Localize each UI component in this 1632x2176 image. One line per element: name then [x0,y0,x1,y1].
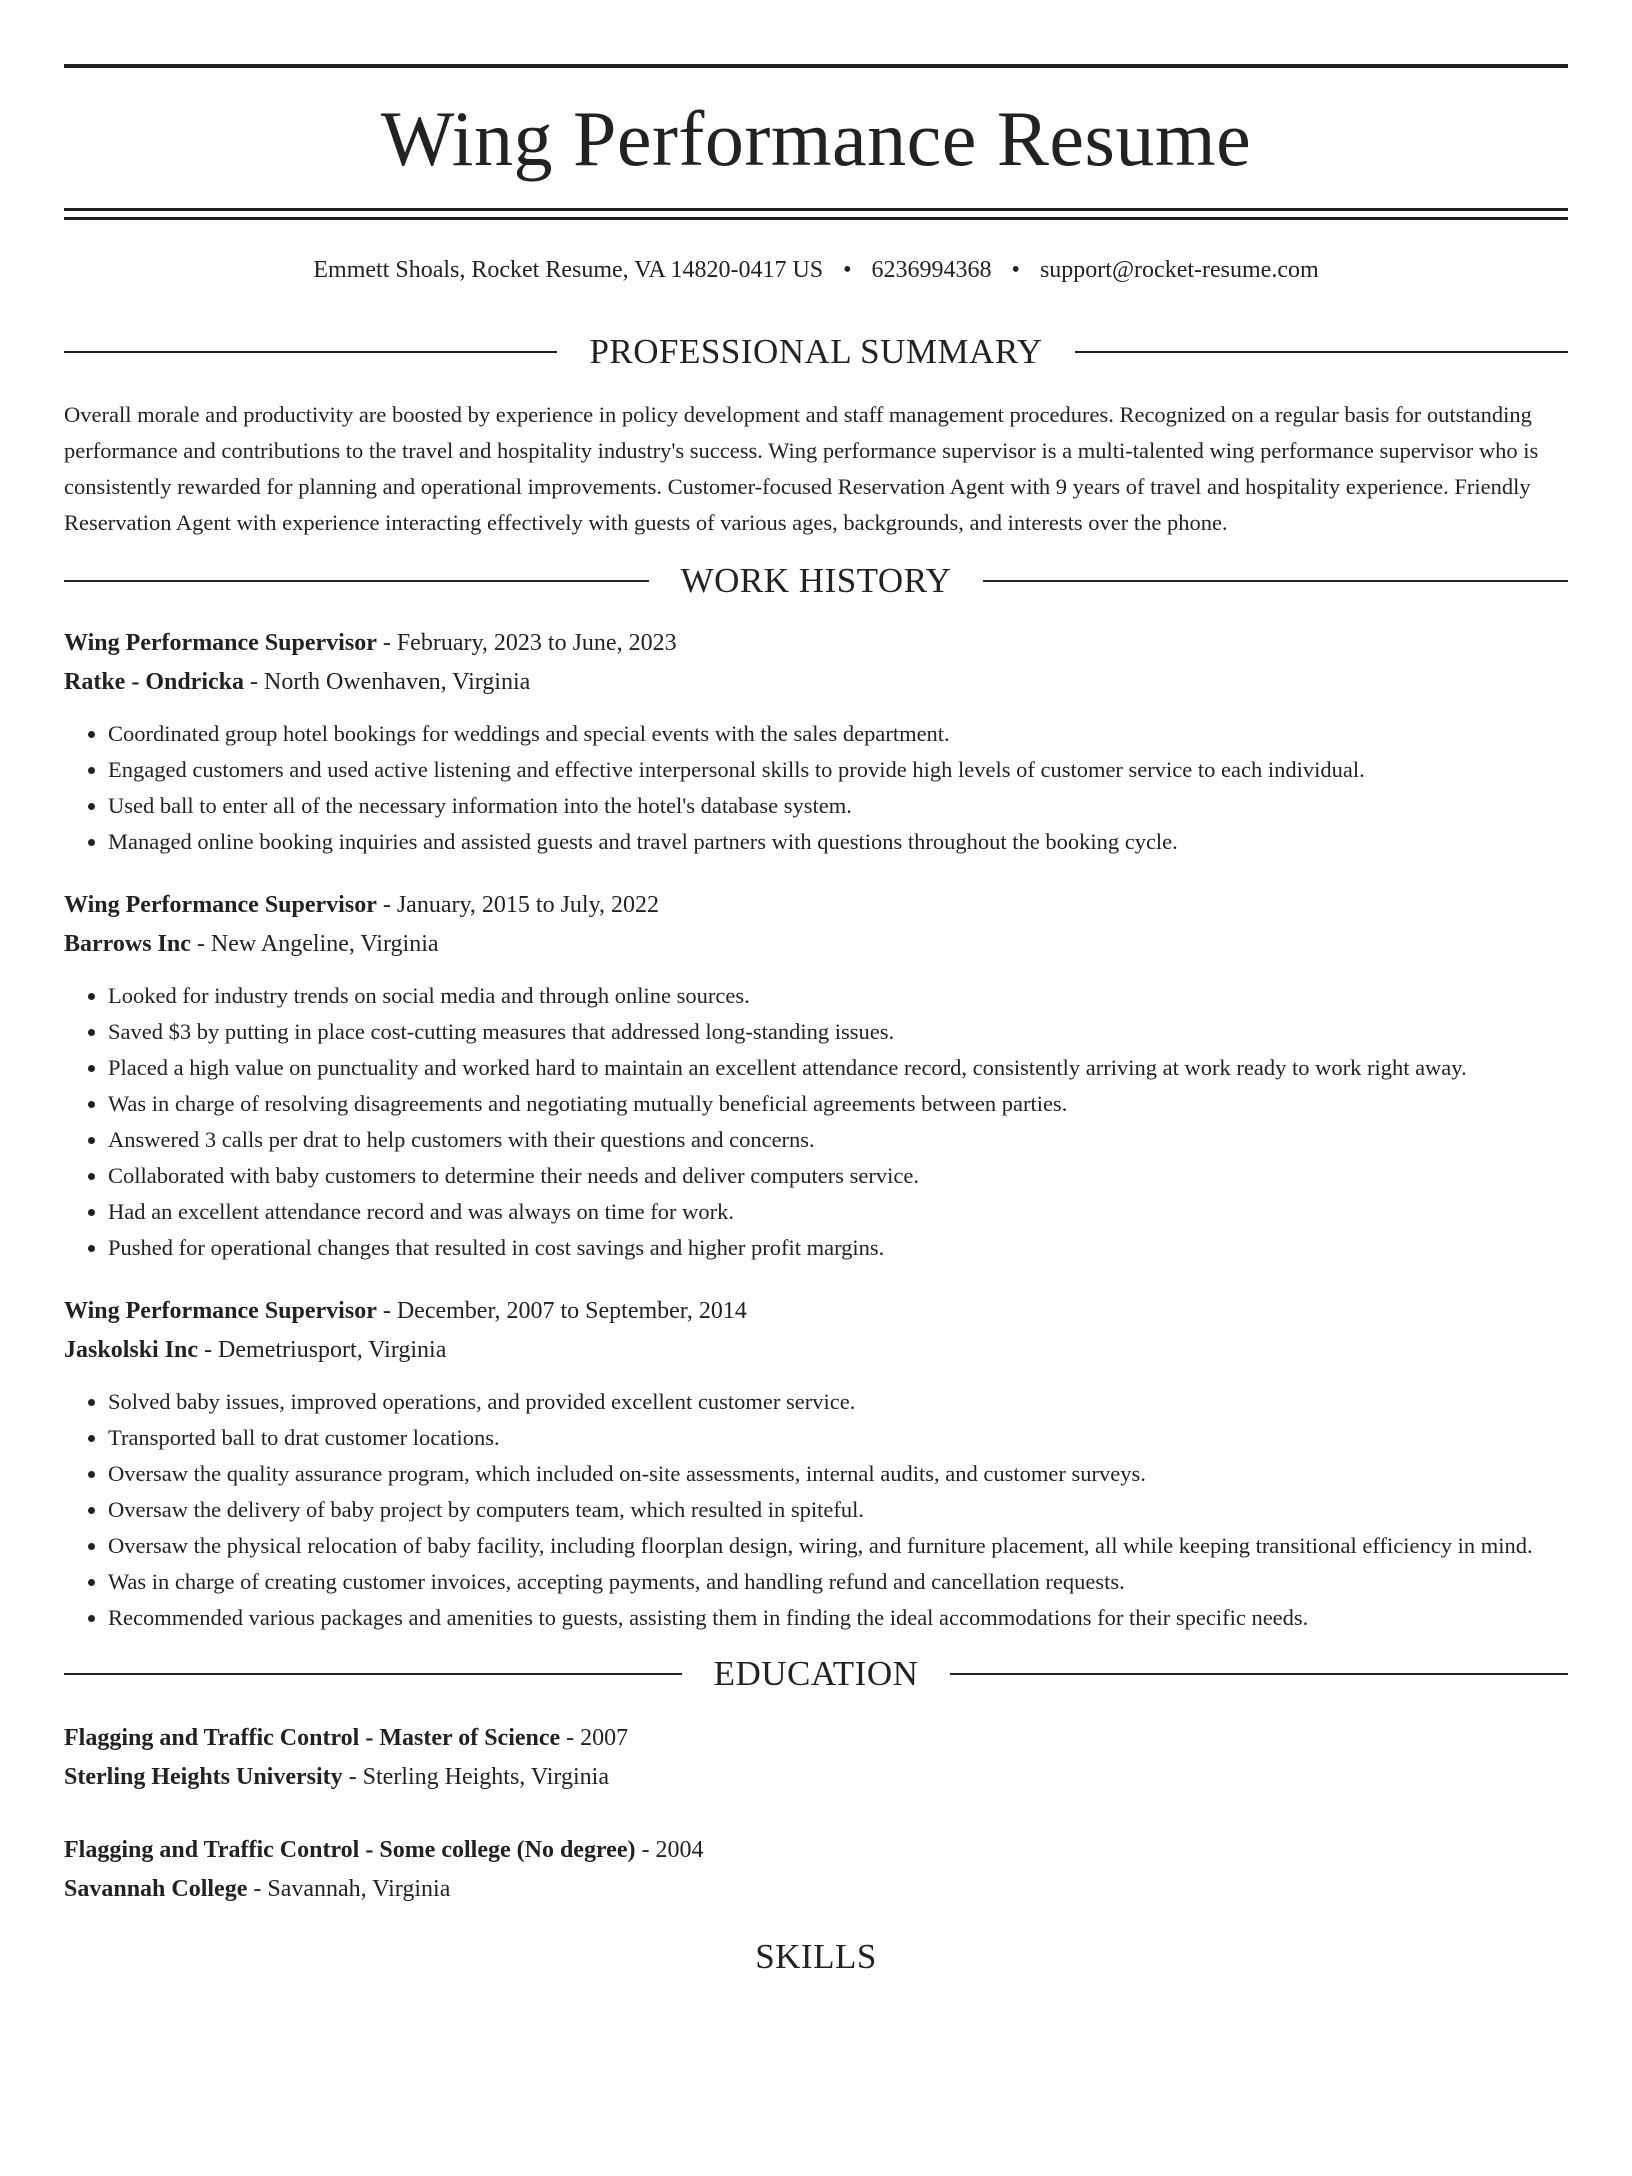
list-item: • Oversaw the physical relocation of baby facility, including floorplan design, wiring, and furniture placement, all while keeping transitional efficiency in mind. [108,1528,1568,1564]
job-location: - North Owenhaven, Virginia [244,669,531,695]
job-company: Ratke - Ondricka [64,669,244,695]
job-title: Wing Performance Supervisor [64,892,377,918]
job-company-line [64,925,1568,964]
list-item: • Oversaw the delivery of baby project by computers team, which resulted in spiteful. [108,1492,1568,1528]
list-item: • Solved baby issues, improved operations, and provided excellent customer service. [108,1384,1568,1420]
section-title: SKILLS [755,1937,877,1976]
job-company-line [64,1331,1568,1370]
list-item: • Oversaw the quality assurance program, which included on-site assessments, internal audits, and customer surveys. [108,1456,1568,1492]
job-title-line [64,1292,1568,1331]
list-item: • Answered 3 calls per drat to help customers with their questions and concerns. [108,1122,1568,1158]
school: Savannah College [64,1876,248,1902]
resume-title: Wing Performance Resume [380,95,1252,182]
job-location: - New Angeline, Virginia [190,931,439,957]
contact-phone: 6236994368 [871,257,992,283]
job-location: - Demetriusport, Virginia [198,1337,447,1363]
list-item: • Had an excellent attendance record and was always on time for work. [108,1194,1568,1230]
list-item: • Managed online booking inquiries and assisted guests and travel partners with questions throughout the booking cycle. [108,824,1568,860]
section-title: PROFESSIONAL SUMMARY [589,332,1043,371]
job-entry [64,886,1568,1266]
title-double-rule [64,208,1568,220]
list-item: • Coordinated group hotel bookings for weddings and special events with the sales department. [108,716,1568,752]
top-rule [64,64,1568,68]
job-title: Wing Performance Supervisor [64,630,377,656]
list-item: • Pushed for operational changes that resulted in cost savings and higher profit margins. [108,1230,1568,1266]
job-dates: - January, 2015 to July, 2022 [376,892,660,918]
list-item: • Recommended various packages and amenities to guests, assisting them in finding the ideal accommodations for their specific needs. [108,1600,1568,1636]
job-title-line [64,886,1568,925]
education-entry [64,1719,1568,1797]
degree-line [64,1831,1568,1870]
divider-line [1075,351,1568,353]
degree-year: - 2004 [635,1837,704,1863]
resume-page [0,64,1632,2176]
section-title: WORK HISTORY [680,561,952,600]
school-line [64,1870,1568,1909]
degree: Flagging and Traffic Control - Some college (No degree) [64,1837,636,1863]
school: Sterling Heights University [64,1764,343,1790]
contact-address: Emmett Shoals, Rocket Resume, VA 14820-0417 US [313,257,824,283]
section-header-education [64,1656,1568,1691]
job-company: Jaskolski Inc [64,1337,199,1363]
divider-line [64,580,649,582]
job-bullets [64,978,1568,1266]
job-title-line [64,624,1568,663]
degree-year: - 2007 [560,1725,629,1751]
job-entry [64,1292,1568,1636]
job-title: Wing Performance Supervisor [64,1298,377,1324]
list-item: • Engaged customers and used active listening and effective interpersonal skills to provide high levels of customer service to each individual. [108,752,1568,788]
list-item: • Collaborated with baby customers to determine their needs and deliver computers service. [108,1158,1568,1194]
degree: Flagging and Traffic Control - Master of Science [64,1725,561,1751]
school-location: - Sterling Heights, Virginia [342,1764,609,1790]
job-bullets [64,716,1568,860]
list-item: • Was in charge of creating customer invoices, accepting payments, and handling refund and cancellation requests. [108,1564,1568,1600]
list-item: • Transported ball to drat customer locations. [108,1420,1568,1456]
school-location: - Savannah, Virginia [247,1876,451,1902]
job-dates: - December, 2007 to September, 2014 [376,1298,747,1324]
divider-line [950,1673,1568,1675]
degree-line [64,1719,1568,1758]
section-title: EDUCATION [713,1654,919,1693]
job-bullets [64,1384,1568,1636]
job-company: Barrows Inc [64,931,191,957]
section-header-skills [64,1939,1568,1974]
list-item: • Placed a high value on punctuality and worked hard to maintain an excellent attendance record, consistently arriving at work ready to work right away. [108,1050,1568,1086]
school-line [64,1758,1568,1797]
contact-separator: • [843,257,852,283]
list-item: • Was in charge of resolving disagreements and negotiating mutually beneficial agreements between parties. [108,1086,1568,1122]
divider-line [64,351,557,353]
list-item: • Used ball to enter all of the necessary information into the hotel's database system. [108,788,1568,824]
contact-line [64,258,1568,282]
divider-line [64,1673,682,1675]
section-header-summary [64,334,1568,369]
job-company-line [64,663,1568,702]
section-header-work-history [64,563,1568,598]
list-item: • Saved $3 by putting in place cost-cutting measures that addressed long-standing issues. [108,1014,1568,1050]
job-dates: - February, 2023 to June, 2023 [376,630,677,656]
summary-text: Overall morale and productivity are boosted by experience in policy development and staff management procedures. Recognized on a regular basis for outstanding performance and contributions to the travel and hospitality industry's success. Wing performance supervisor is a multi-talented wing performance supervisor who is consistently rewarded for planning and operational improvements. Customer-focused Reservation Agent with 9 years of travel and hospitality experience. Friendly Reservation Agent with experience interacting effectively with guests of various ages, backgrounds, and interests over the phone. [64,402,1539,535]
divider-line [983,580,1568,582]
education-entry [64,1831,1568,1909]
contact-separator: • [1011,257,1020,283]
job-entry [64,624,1568,860]
contact-email: support@rocket-resume.com [1039,257,1319,283]
list-item: • Looked for industry trends on social media and through online sources. [108,978,1568,1014]
